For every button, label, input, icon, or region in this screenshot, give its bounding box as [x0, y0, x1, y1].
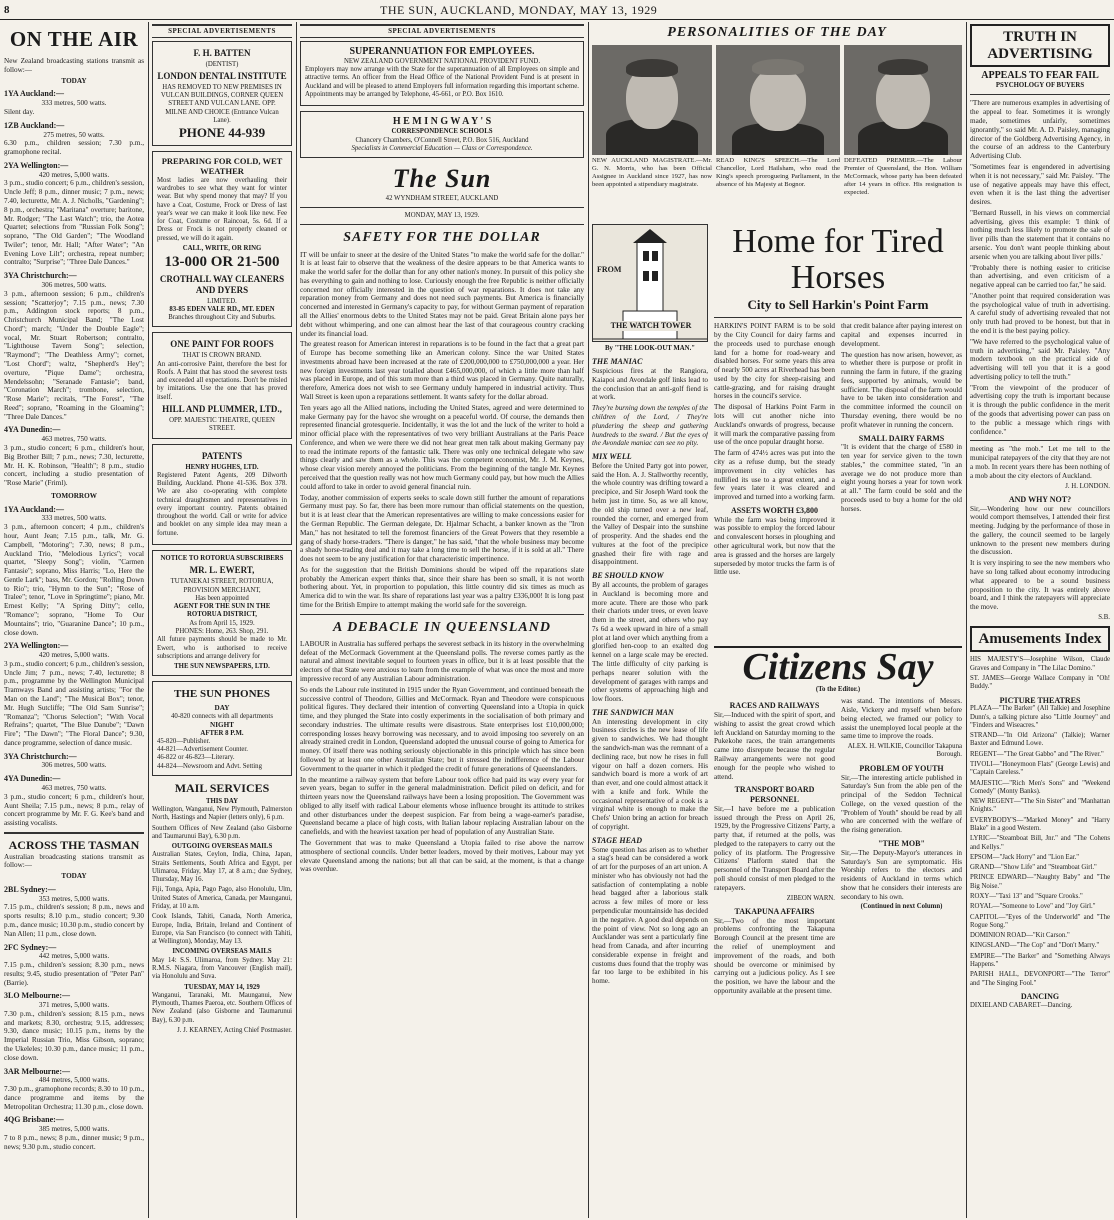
- wt-heading: MIX WELL: [592, 452, 632, 462]
- editorial-paragraph: Today, another commission of experts seeks to scale down still further the amount of reparations Germany must pay. So far, there has been more rumour than official statements on the question, but it is at least clear that the American representatives are willing to make concessions easier for the German Republic. The German delegate, Dr. Hjalmar Schacht, a banker known as the "Iron Man," has not hesitated to tell the foremost financiers of the Great Powers that they resemble a gang of shady horse-traders. "There is danger," he has said, "that the whole business may become a shady horse-trading deal and it may take a long time to sell the horse, if it is sold at all." There does not seem to be any justification for that characteristic impertinence.: [300, 493, 584, 564]
- caption-mccormack: DEFEATED PREMIER.—The Labour Premier of Queensland, the Hon. William McCormack, whose party has been defeated after 14 years in office. His resignation is expected.: [844, 157, 962, 197]
- mail-text: Australian States, Ceylon, India, China, Japan, Straits Settlements, South Africa and Egypt, per Ulimaroa, Friday, May 17, at 8 a.m.; due Sydney, Thursday, May 16.: [152, 851, 292, 884]
- station-power: 420 metres, 5,000 watts.: [38, 170, 110, 179]
- cleaners-ad: [152, 151, 292, 327]
- rotorua-notice: [152, 550, 292, 676]
- phones-day: DAY: [214, 703, 230, 712]
- horses-paragraph: The question has now arisen, however, as to whether there is purpose or profit in running the farm in future, if the grazing fees, supported by animals, would be sufficient. The disposal of the farm would have to be taken into consideration and the committee informed the council on Thursday evening, there would be no profit whatever in running the concern.: [841, 350, 962, 429]
- amusement-item: GRAND—"Show Life" and "Steamboat Girl.": [970, 864, 1097, 872]
- station-text: 3 p.m., studio concert; 6 p.m., children's hour, Big Brother Bill; 7 p.m., news; 7.30, lecturette, Mr. H. K. Robinson, "Health"; 8 p.m., studio concert, including a studio presentation of "Rose Marie" (Friml).: [4, 443, 144, 488]
- horses-paragraph: While the farm was being improved it was possible to employ the forced labour and convalescent horses in ploughing and other agricultural work, but now that the area is grassed and the horses are largely superseded by motor trucks the farm is of little use.: [714, 515, 835, 577]
- station-text: 7 to 8 p.m., news; 8 p.m., dinner music; 9 p.m., news; 9.30 p.m., studio concert.: [4, 1134, 144, 1151]
- amusement-item: DOMINION ROAD—"Kit Carson.": [970, 932, 1070, 940]
- portrait-photo: [844, 45, 962, 155]
- ewert-sign: THE SUN NEWSPAPERS, LTD.: [174, 663, 270, 671]
- roof-text: An anti-corrosive Paint, therefore the best for Roofs. A Paint that has stood the severest tests and exceeded all expectations. Don't be misled by imitations. Use the one that has proved itself.: [157, 360, 287, 401]
- truth-paragraph: "Probably there is nothing easier to criticise than advertising, and even criticism of a negative appeal can be carried too far," he said.: [970, 263, 1110, 290]
- ewert-phones: PHONES: Home, 263. Shop, 291.: [175, 627, 269, 635]
- station-heading: 4YA Dunedin:—: [4, 774, 61, 784]
- personalities-row: [592, 45, 962, 223]
- debacle-paragraph: The Government that was to make Queensland a Utopia failed to rise above the narrow atmosphere of sectional councils. Under better leaders, moved by their motives, Labour may yet elevate Queensland among the nations; but all that can be said, at the moment, is that a change was overdue.: [300, 839, 584, 874]
- wt-paragraph: Suspicious fires at the Rangiora, Kaiapoi and Avondale golf links lead to the conclusion that an anti-golf fiend is at work.: [592, 367, 708, 402]
- letter-text: Sir,—The Deputy-Mayor's utterances in Saturday's Sun are symptomatic. His Worship refers to the electors and residents of Auckland in terms which show that he considers their interests are secondary to his own.: [841, 848, 962, 901]
- hem-title: H E M I N G W A Y ' S: [392, 116, 492, 128]
- tower-sign: FROM: [597, 265, 622, 274]
- station-power: 306 metres, 500 watts.: [41, 280, 107, 289]
- editorial-paragraph: As for the suggestion that the British Dominions should be wiped off the reparations slate probably the American expert thinks that, since their share has been so small, it is not worth bothering about. Yet, in proportion to population, this little country did six times as much as America did to win the war. Its share of reparations last year was a paltry £336,000! It is long past time for the British Empire to attempt making the world safe for the sovereign.: [300, 565, 584, 609]
- horses-col-b: [841, 322, 962, 579]
- phone-line: 46-822 or 46-823—Literary.: [157, 754, 235, 762]
- amusement-item: MAJESTIC—"Rich Men's Sons" and "Weekend Comedy" (Monty Banks).: [970, 779, 1110, 795]
- batten-sub: (DENTIST): [205, 60, 239, 68]
- special-ads-label: SPECIAL ADVERTISEMENTS: [300, 24, 584, 38]
- amusement-item: REGENT—"The Great Gabbo" and "The River.": [970, 750, 1104, 758]
- column-rule: [966, 22, 967, 1218]
- phones-title: THE SUN PHONES: [174, 688, 270, 701]
- station-text: 3 p.m., afternoon session; 6 p.m., children's session; "Scatterjoy"; 7.15 p.m., news; 7.30 p.m., Addington stock reports; 8 p.m., Christchurch Municipal Band; "The Lost Chord"; march; "Under the Double Eagle"; vocal, Mr. Stuart Robertson; contralto, "Lighthouse Tavern Song"; selection, "Raymond"; "The Deathless Army"; cornet, "Lost Chord"; waltz, "Shepherd's Hey"; overture, "Pique Dame"; orchestra, Mendelssohn; "Seranade Fantasie"; band, "Coronation March"; trombone, selection, "Rose Marie"; recitals, "The Forest", "The Reed"; soprano, "Roaming in the Gloaming"; "Three Dale Dances.": [4, 289, 144, 421]
- super-text: Employers may now arrange with the State for the superannuation of all Employees on simple and attractive terms. An officer from the Head Office of the National Provident Fund is at present in Auckland and will be pleased to attend Employers full information regarding this important scheme. Appointments may be arranged by Telephone, 45-661, or P.O. Box 1610.: [305, 66, 579, 98]
- divider: [300, 207, 584, 208]
- sun-logo: The Sun: [392, 164, 492, 194]
- masthead: THE SUN, AUCKLAND, MONDAY, MAY 13, 1929: [380, 3, 658, 17]
- divider: [300, 614, 584, 615]
- special-ads-label: SPECIAL ADVERTISEMENTS: [152, 24, 292, 38]
- right-column: [970, 24, 1110, 1216]
- divider: [970, 94, 1110, 95]
- truth-sub2: PSYCHOLOGY OF BUYERS: [995, 82, 1085, 90]
- letter-text: Sir,—Induced with the spirit of sport, and wishing to assist the great crowd which left Auckland on Saturday morning to the Pukekohe races, the train arrangements came into disrepute because the regular Railway arrangements were not good enough for the people who wished to attend.: [714, 711, 835, 781]
- truth-paragraph: "Another point that required consideration was the psychological value of truth in advertising. A careful study of advertising revealed that not only truth had proved to be honest, but that in the end it is the best paying policy.: [970, 291, 1110, 335]
- watch-tower-illustration: [592, 224, 708, 342]
- amusement-item: HIS MAJESTY'S—Josephine Wilson, Claude Graves and Company in "The Lilac Domino.": [970, 656, 1110, 672]
- why-not-heading: AND WHY NOT?: [1008, 494, 1072, 504]
- horses-subhead: SMALL DAIRY FARMS: [858, 433, 945, 443]
- station-text: 7.30 p.m., children's session; 8.15 p.m., news and markets; 8.30, orchestra; 9.15, addresses; 9.30, dance music; 10.15 p.m., items by the Imperial Russian Trio, Miss Gibson, soprano; the Ukeleles; 10.30 p.m., dance music; 11 p.m., close down.: [4, 1009, 144, 1062]
- divider: [300, 224, 584, 225]
- caption-morris: NEW AUCKLAND MAGISTRATE.—Mr. G. N. Morris, who has been Official Assignee in Auckland since 1927, has now been appointed a stipendiary magistrate.: [592, 157, 712, 189]
- phone-line: 44-824—Newsroom and Advt. Setting: [157, 762, 262, 770]
- prep-title: PREPARING FOR COLD, WET WEATHER: [161, 156, 283, 177]
- roof-paint-ad: [152, 332, 292, 438]
- station-heading: 3LO Melbourne:—: [4, 991, 70, 1001]
- station-heading: 2YA Wellington:—: [4, 641, 69, 651]
- station-power: 420 metres, 5,000 watts.: [38, 651, 110, 660]
- truth-title: TRUTH IN ADVERTISING: [970, 24, 1110, 67]
- station-heading: 2FC Sydney:—: [4, 942, 57, 952]
- portrait-photo: [716, 45, 840, 155]
- horses-subhead: ASSETS WORTH £3,800: [731, 505, 818, 515]
- station-heading: 1YA Auckland:—: [4, 89, 64, 99]
- station-text: 7.15 p.m., children's session; 8 p.m., news and sports results; 8.10 p.m., studio concert; 9.30 p.m., dance music; 10.30 p.m., studio concert by Nan Allen; 11 p.m., close down.: [4, 903, 144, 938]
- horses-paragraph: that credit balance after paying interest on capital and expenses incurred in development.: [841, 322, 962, 348]
- amusement-item: DIXIELAND CABARET—Dancing.: [970, 1001, 1073, 1009]
- amusement-item: KINGSLAND—"The Cop" and "Don't Marry.": [970, 942, 1100, 950]
- letter-text: Sir,—I have before me a publication issued through the Press on April 26, 1929, by the Progressive Citizens' Party, a party that, if returned at the polls, was pledged to the ratepayers to carry out the policy of its platform. The Progressive Citizens' Platform stated that the personnel of the Transport Board after the poll should consist of men pledged to the ratepayers.: [714, 804, 836, 892]
- wt-paragraph: An interesting development in city business circles is the new lease of life given to sandwiches. We had thought the sandwich-man was the remnant of a declining race, but now he rises in full vigour on half a dozen corners. His sandwich board is more a work of art than ever, and one could almost attack it with a knife and fork. While the occasional representative of a cook is a virginal white is enough to make the Chefs' Union bring an action for breach of copyright.: [592, 717, 708, 831]
- truth-paragraph: "There are numerous examples in advertising of the appeal to fear. Sometimes it is wrongly made, sometimes unfairly, sometimes ignorantly," so said Mr. A. D. Paisley, managing director of the Goldberg Advertising Agency, in the course of an address to the Canterbury Advertising Club.: [970, 99, 1110, 161]
- station-power: 306 metres, 500 watts.: [41, 761, 107, 770]
- wt-heading: THE MANIAC: [592, 357, 643, 367]
- portrait-mccormack: [844, 45, 962, 197]
- debacle-title: A DEBACLE IN QUEENSLAND: [333, 619, 551, 635]
- patents-text: Registered Patent Agents, 209 Dilworth Building, Auckland. Phone 41-536. Box 378. We are also co-operating with complete technical draughtsmen and representatives in every important country. Patents obtained throughout the world. Call or write for advice and booklet on any simple idea may mean a fortune.: [157, 471, 287, 537]
- amusement-item: TIVOLI—"Honeymoon Flats" (George Lewis) and "Captain Careless.": [970, 761, 1110, 777]
- truth-paragraph: "Sometimes fear is engendered in advertising when it is not necessary," said Mr. Paisley. "The use of negative appeals may have this effect, even when it is the last thing the advertiser desires.: [970, 162, 1110, 207]
- hem-addr: Chancery Chambers, O'Connell Street, P.O. Box 516, Auckland: [355, 136, 529, 144]
- station-heading: 1ZB Auckland:—: [4, 120, 65, 130]
- today-heading: TODAY: [61, 76, 87, 85]
- batten-name: F. H. BATTEN: [193, 47, 251, 58]
- horses-article: [714, 222, 962, 642]
- batten-phone: PHONE 44-939: [178, 125, 266, 141]
- horses-paragraph: The disposal of Harkins Point Farm in lots will cut another niche into Auckland's onwards of progress, because it will mark the comparative passing from use of the once popular draught horse.: [714, 403, 835, 447]
- divider: [714, 317, 962, 318]
- letter-sign: J. H. LONDON.: [1065, 482, 1110, 490]
- amusement-item: CAPITOL—"Eyes of the Underworld" and "The Rogue Song.": [970, 913, 1110, 929]
- amusement-item: ROYAL—"Someone to Love" and "Joy Girl.": [970, 903, 1096, 911]
- continued-note: (Continued in next Column): [860, 903, 943, 911]
- tomorrow-heading: TOMORROW: [51, 491, 97, 500]
- letter-sign: ALEX. H. WILKIE, Councillor Takapuna Borough.: [847, 743, 962, 759]
- phone-line: 44-821—Advertisement Counter.: [157, 746, 248, 754]
- pictures-heading: PICTURE THEATRES: [999, 695, 1081, 705]
- crothall-ltd: LIMITED.: [207, 297, 237, 305]
- letter-heading: TAKAPUNA AFFAIRS: [734, 906, 815, 916]
- mail-incoming: INCOMING OVERSEAS MAILS: [172, 948, 272, 956]
- watch-tower: [592, 222, 708, 1216]
- crothall-name: CROTHALL WAY CLEANERS AND DYERS: [159, 273, 285, 295]
- amusement-item: ROXY—"Taxi 13" and "Square Crooks.": [970, 892, 1083, 900]
- advertisements-column: [152, 24, 292, 1216]
- across-tasman-title: ACROSS THE TASMAN: [8, 837, 140, 852]
- amusement-item: PARISH HALL, DEVONPORT—"The Terror" and "The Singing Fool.": [970, 971, 1110, 987]
- amusement-item: PRINCE EDWARD—"Naughty Baby" and "The Big Noise.": [970, 874, 1110, 890]
- sun-phones: [152, 681, 292, 776]
- radio-column: [4, 24, 144, 1216]
- mail-sign: J. J. KEARNEY, Acting Chief Postmaster.: [177, 1026, 292, 1034]
- wt-paragraph: Before the United Party got into power, said the Hon. A. J. Stallworthy recently, the whole country was drifting toward a precipice, and Sir Joseph Ward took the helm just in time. So, as we all know, the old ship turned over a new leaf, rounded the corner, and emerged from the Valley of Despair into the sunshine of prosperity. And the shades end the vultures at the foot of the precipice gnashed their fire with rage and disappointment.: [592, 461, 708, 567]
- hem-sub: CORRESPONDENCE SCHOOLS: [391, 128, 493, 136]
- citizens-col-a: [714, 697, 835, 997]
- page-header: [0, 0, 1114, 20]
- mail-out: OUTGOING OVERSEAS MAILS: [171, 843, 273, 851]
- station-power: 333 metres, 500 watts.: [41, 99, 107, 108]
- horses-paragraph: "It is evident that the charge of £580 in ten year for service given to the town stables," the committee stated, "in an average we do not produce more than eight young horses a year for town work at all." The farm could be sold and the proceeds used to buy a home for the old horses.: [841, 443, 962, 513]
- superannuation-ad: [300, 41, 584, 107]
- mail-text: Wellington, Wanganui, New Plymouth, Palmerston North, Hastings and Napier (letters only), 6 p.m.: [152, 805, 292, 822]
- phones-after: AFTER 8 P.M.: [200, 729, 244, 737]
- super-title: SUPERANNUATION FOR EMPLOYEES.: [349, 45, 535, 57]
- mail-text: May 14: S.S. Ulimaroa, from Sydney. May 21: R.M.S. Niagara, from Vancouver (English mail), via Honolulu and Suva.: [152, 956, 292, 981]
- watchtower-byline: By "THE LOOK-OUT MAN.": [604, 345, 696, 352]
- station-power: 484 metres, 5,000 watts.: [38, 1076, 110, 1085]
- patents-name: HENRY HUGHES, LTD.: [185, 463, 259, 471]
- sun-addr: 42 WYNDHAM STREET, AUCKLAND: [385, 194, 499, 202]
- station-text: 6.30 p.m., children session; 7.30 p.m., gramophone recital.: [4, 139, 144, 157]
- citizens-title: Citizens Say: [742, 646, 934, 688]
- horses-paragraph: The farm of 474½ acres was put into the city as a refuse dump, but the steady improvement in city vehicles has nullified its use to a great extent, and a few years later it was cleared and improved and turned into a working farm.: [714, 449, 835, 502]
- wt-heading: STAGE HEAD: [592, 835, 643, 845]
- horses-col-a: [714, 322, 835, 579]
- station-heading: 3AR Melbourne:—: [4, 1066, 70, 1076]
- column-rule: [588, 22, 589, 1218]
- divider: [970, 440, 1110, 441]
- amusement-item: STRAND—"In Old Arizona" (Talkie); Warner Baxter and Edmund Lowe.: [970, 732, 1110, 748]
- horses-subtitle: City to Sell Harkin's Point Farm: [747, 297, 929, 313]
- ewert-agent: AGENT FOR THE SUN IN THE ROTORUA DISTRICT,: [173, 603, 271, 619]
- station-text: 7.15 p.m., children's session; 8.30 p.m., news results; 9.45, studio presentation of "Peter Pan" (Barrie).: [4, 961, 144, 987]
- station-power: 275 metres, 50 watts.: [43, 130, 105, 139]
- station-power: 463 metres, 750 watts.: [41, 435, 107, 444]
- crothall-branches: Branches throughout City and Suburbs.: [168, 314, 276, 322]
- letter-heading: "THE MOB": [878, 838, 925, 848]
- intro: New Zealand broadcasting stations transmit as follow:—: [4, 57, 144, 74]
- mail-text: Southern Offices of New Zealand (also Gisborne and Taumarunui Bay), 6.30 p.m.: [152, 824, 292, 840]
- hill-addr: OPP. MAJESTIC THEATRE, QUEEN STREET.: [169, 416, 275, 433]
- editorial-title: SAFETY FOR THE DOLLAR: [343, 230, 541, 246]
- portrait-photo: [592, 45, 712, 155]
- truth-paragraph: Sir,—Wondering how our new councillors would comport themselves, I attended their first meeting. Judging by the performance of those in the gallery, the council seemed to be largely unknown to the present new members during the discussion.: [970, 504, 1110, 557]
- super-sub: NEW ZEALAND GOVERNMENT NATIONAL PROVIDENT FUND.: [343, 57, 541, 65]
- letter-sign: ZIBEON WARN.: [786, 894, 835, 902]
- rotorua-title: NOTICE TO ROTORUA SUBSCRIBERS: [160, 555, 284, 563]
- station-text: 7.30 p.m., gramophone records; 8.30 to 10 p.m., dance programme and items by the Metropolitan Orchestra; 11.30 p.m., close down.: [4, 1085, 144, 1111]
- station-power: 463 metres, 750 watts.: [41, 783, 107, 792]
- horses-title: Home for Tired Horses: [732, 223, 944, 296]
- amusement-item: NEW REGENT—"The Sin Sister" and "Manhattan Knights.": [970, 798, 1110, 814]
- station-heading: 2BL Sydney:—: [4, 884, 56, 894]
- letter-text: Sir,—The interesting article published in Saturday's Sun from the able pen of the principal of the Seddon Technical College, on the vexed question of the "Problem of Youth" should be read by all who are concerned with the welfare of the rising generation.: [841, 773, 962, 835]
- roof-sub: THAT IS CROWN BRAND.: [182, 352, 262, 360]
- truth-paragraph: "From the viewpoint of the producer of advertising copy the truth is important because it is through the public confidence in the merit of the goods that advertising power can pass on to the public a message which rings with confidence.": [970, 383, 1110, 436]
- debacle-paragraph: LABOUR in Australia has suffered perhaps the severest setback in its history in the overwhelming defeat of the McCormack Government at the Queensland polls. The reverse comes partly as the natural and almost inevitable sequel to fourteen years in office, but it is at least possible that the electors of that State were anxious to learn from the example of what was once the most and more impressive record of any Australian Labour administration.: [300, 639, 584, 683]
- on-the-air-title: ON THE AIR: [9, 27, 139, 51]
- ewert-been: Has been appointed: [195, 594, 249, 602]
- amusement-item: PLAZA—"The Barker" (All Talkie) and Josephine Dunn's, a talking picture also "Little Journey" and "Finders and Wiseacres.": [970, 705, 1110, 729]
- mail-tuesday: TUESDAY, MAY 14, 1929: [184, 983, 260, 991]
- station-heading: 4YA Dunedin:—: [4, 425, 61, 435]
- ewert-from: As from April 15, 1929.: [189, 619, 255, 627]
- citizens-body: [714, 697, 962, 997]
- batten-ad: [152, 41, 292, 146]
- ewert-name: MR. L. EWERT,: [189, 565, 255, 576]
- station-text: 3 p.m., studio concert; 6 p.m., children's session, Uncle Jim; 7 p.m., news; 7.40, lecturette; 8 p.m., programme by the Wellington Municipal Tramways Band and assisting artists; "For the Man on the Land"; "The Musical Box"; tenor, Mr. Hugh Sutcliffe; "The Old Sam Sunrise"; "Romanza"; "Chorus Selection"; "With Vocal Refrains"; quartet, "The Blue Danube"; "Dawn Fire"; "The Dawn"; "The Floral Dance"; 9.30, dance programme, selection of dance music.: [4, 659, 144, 747]
- portrait-morris: [592, 45, 712, 189]
- page-number: 8: [4, 4, 10, 16]
- wt-paragraph: Some question has arisen as to whether a stag's head can be considered a work of art for the purposes of an art union. A minister who has obviously not had the satisfaction of contemplating a noble head bagged after a laborious stalk across a few miles of more or less perpendicular mountainside has decided in the negative. A good deal depends on the point of view. Not so long ago an Aucklander was sent a particularly fine head from Canada, and after incurring considerable expense in freight and customs dues found that the trophy was far too large to be exhibited in his home.: [592, 845, 708, 986]
- dancing-heading: DANCING: [1020, 991, 1060, 1001]
- letter-heading: RACES AND RAILWAYS: [729, 701, 820, 711]
- station-heading: 3YA Christchurch:—: [4, 271, 77, 281]
- prep-text: Most ladies are now overhauling their wardrobes to see what they want for winter wear. But why spend money that may? If you have a Coat, Costume, Frock or Dress of last year's wear we can make it look like new. Fee for Coat, Costume or Raincoat, 5s. 6d. If a Dress or Frock is not properly cleaned or pressed, we will do it again.: [157, 176, 287, 242]
- tower-sign: THE WATCH TOWER: [595, 321, 707, 331]
- debacle-paragraph: In the meantime a railway system that before Labour took office had paid its way every year for seven years, began to suffer in the general maladministration. Deficit piled on deficit, and for thirteen years now the Queensland railways have been a losing proposition. The Government was obliged to ally itself with radical Labour elements whose influence brought its attitude to strikes and other disturbances under the deepest suspicion. Far from being a wage-earner's paradise, Queensland became a place of high costs, with Italian labour replacing Australian labour on the canefields, and with the heaviest taxation per head of population of any Australian State.: [300, 775, 584, 837]
- phone-line: 45-820—Publisher.: [157, 737, 211, 745]
- ewert-addr: TUTANEKAI STREET, ROTORUA, PROVISION MERCHANT,: [170, 578, 274, 594]
- letter-heading: TRANSPORT BOARD PERSONNEL: [734, 785, 815, 805]
- citizens-say: [714, 646, 962, 1216]
- horses-body: [714, 322, 962, 579]
- sun-date: MONDAY, MAY 13, 1929.: [404, 212, 480, 220]
- phones-day-text: 40-820 connects with all departments: [171, 712, 273, 720]
- patents-ad: [152, 444, 292, 546]
- editorial-paragraph: IT will be unfair to sneer at the desire of the United States "to make the world safe for the dollar." It is at least fair to observe that the weakness of the desire appears to be that America wants to make the world safer for the dollar than for any other nation's money. In pursuit of this policy she has everything to gain and nothing to lose. Curiously enough the free Republic is neither officially concerned nor officially interested in the question of war reparations. It does not take any reparation money from Germany and does not need such payments. But America is financially concerned and interested in Germany's capacity to pay, for without German payment of reparation all the Allies' enormous debts to the United States may not be paid. Great Britain alone pays her debt without whimpering, and one can almost hear the last of that courageous country cracking under its financial load.: [300, 250, 584, 338]
- ewert-text: All future payments should be made to Mr. Ewert, who is authorised to receive subscriptions and arrange delivery for: [157, 636, 287, 660]
- truth-paragraph: "Bernard Russell, in his views on commercial advertising, gives this example: 'I think of nothing much less likely to promote the sale of liver pills than the statement that it contains no arsenic. You don't want people thinking about arsenic when you are talking about liver pills.': [970, 208, 1110, 261]
- station-text: 3 p.m., studio concert; 6 p.m., children's session, Uncle Jeff; 8 p.m., dinner music; 7 p.m., news; 7.40, lecturette, Mr. A. J. Nicholls, "Gardening"; 8 p.m., orchestra; "Maritana" overture; baritone, Mr. Rodger; "The Last Watch"; trio, the Aotea Quartet; selections from "Russian Folk Song"; soprano, "The Old Garden"; "The Woodland Twiler"; tenor, Mr. Hall; "After Water"; "An Evening Love Lilt"; orchestra, repeat number; contralto; "Surprise"; "Three Dale Dances.": [4, 179, 144, 267]
- letter-heading: PROBLEM OF YOUTH: [859, 763, 944, 773]
- truth-paragraph: meeting as "the mob." Let me tell to the municipal ratepayers of the city that they are not a mob. In recent years there has been nothing of a mob about the city electors of Auckland.: [970, 445, 1110, 480]
- batten-text: HAS REMOVED TO NEW PREMISES IN VULCAN BUILDINGS, CORNER QUEEN STREET AND VULCAN LANE. OPP. MILNE AND CHOICE (Entrance Vulcan Lane).: [160, 83, 284, 124]
- mail-services: [152, 781, 292, 1035]
- phones-night: NIGHT: [210, 720, 234, 729]
- editorial-paragraph: The greatest reason for American interest in reparations is to be found in the fact that a great part of Europe has become something like an American colony. Since the war United States investments abroad have been increased at the rate of £200,000,000 to £750,000,000 a year. Her new foreign investments last year totalled about £465,000,000, of which a little more than half was placed in Europe, and of this sum more than a third was placed in Germany. Quite naturally, therefore, America does not wish to see Germany unduly hampered in industrial activity. Thus Wall Street is keen upon a reparations settlement. It wants safety for the dollar abroad.: [300, 340, 584, 402]
- column-rule: [148, 22, 149, 1218]
- station-power: 353 metres, 5,000 watts.: [38, 894, 110, 903]
- portrait-hailsham: [716, 45, 840, 189]
- station-text: Silent day.: [4, 107, 35, 116]
- truth-paragraph: "We have referred to the psychological value of truth in advertising," said Mr. Paisley. "Any modern textbook on the practical side of advertising will tell you that it is a good advertising policy to tell the truth.": [970, 337, 1110, 381]
- truth-sub: APPEALS TO FEAR FAIL: [981, 70, 1099, 81]
- wt-poem: They're burning down the temples of the children of the Lord, / They're plundering the sheep and gathering hundreds to the sward. / But the eyes of the Avondale maniac can see no pity.: [592, 404, 708, 448]
- station-text: 3 p.m., afternoon concert; 4 p.m., children's hour, Aunt Jean; 7.15 p.m., talk, Mr. G. Campbell, "Motoring"; 7.30, news; 8 p.m., Auckland Trio, "Melodious Lyrics"; vocal quartet, "Sleepy Song"; violin, "Carmen Fantasie"; soprano, Miss Harris; "Lo, Here the Gentle Lark"; bass, Mr. Gordon; "Rolling Down to Rio"; trio, "Hymn to the Sun"; "Rose of Tralee"; tenor, "Love in Springtime"; piano, Mr. Ernest Kelly; "A Spring Ditty"; cello, "Romance"; soprano, "Home To Our Mountains"; trio, "Guaranine Dance"; 10 p.m., close down.: [4, 523, 144, 637]
- station-power: 333 metres, 500 watts.: [41, 514, 107, 523]
- hemingway-ad: [300, 111, 584, 158]
- amusements-title: Amusements Index: [970, 626, 1110, 652]
- patents-title: PATENTS: [201, 450, 243, 461]
- mail-text: Cook Islands, Tahiti, Canada, North America, Europe, India, Britain, Ireland and Continent of Europe, via San Francisco (to connect with Tahiti, at Wellington), Monday, May 13.: [152, 913, 292, 946]
- debacle-paragraph: So ends the Labour rule instituted in 1915 under the Ryan Government, and continued beneath the successive control of Theodore, Gillies and McCormack. Ryan and Theodore were conspicuous political figures. They declared their intention of converting Queensland into a Utopia in quick time, and they plunged the State into costly experiments in the socialisation of both primary and secondary industries. The ultimate results were disastrous. State enterprises lost £10,000,000; corresponding losses heavy borrowing was necessary, and to avoid imposing too severely on an already strained credit in London, Queensland adopted the unusual course of going to America for money. Of itself there was nothing seriously objectionable in this principle which has since been followed by at least one other Australian State; but it stressed the indifference of the Labour Government to the quarter in which it pledged the credit of future generations of Queenslanders.: [300, 685, 584, 773]
- column-rule: [296, 22, 297, 1218]
- mail-text: Fiji, Tonga, Apia, Pago Pago, also Honolulu, Ulm, United States of America, Canada, per Maunganui, Friday, at 10 a.m.: [152, 886, 292, 911]
- citizens-col-b: [841, 697, 962, 997]
- divider: [4, 832, 144, 834]
- editorial-paragraph: Ten years ago all the Allied nations, including the United States, agreed and were determined to make Germany pay for the havoc she wrought on a peaceful world. Of course, the demands then represented financial grotesquerie. Incidentally, it was the lot and the luck of the writer to hold a minor official place with the representatives of two very brilliant Australians at the Paris Peace Conference, and when we were there we did not hear great men talk about making Germany pay to read the intimate reports of the fantastic talk. There was only one technical delegate who saw things clearly and saw them as a whole. This was the competent economist, Mr. J. M. Keynes, whose clear vision merely annoyed the politicians. From the beginning of the tangle Mr. Keynes perceived that the question really was not how much Germany could pay, but how much the Allies could afford to take in order to avoid general financial ruin.: [300, 403, 584, 491]
- mail-title: MAIL SERVICES: [174, 781, 270, 796]
- amusement-item: LYRIC—"Steamboat Bill, Jnr." and "The Cohens and Kellys.": [970, 835, 1110, 851]
- station-power: 442 metres, 5,000 watts.: [38, 952, 110, 961]
- crothall-addr: 83-85 EDEN VALE RD., MT. EDEN: [169, 305, 275, 313]
- station-power: 371 metres, 5,000 watts.: [38, 1001, 110, 1010]
- amusement-item: ST. JAMES—George Wallace Company in "Oh! Buddy.": [970, 675, 1110, 691]
- mail-text: Wanganui, Taranaki, Mt. Maunganui, New Plymouth, Thames Paeroa, etc. Southern Offices of New Zealand (also Gisborne and Taumarunui Bay), 6.30 p.m.: [152, 991, 292, 1024]
- features-column: [592, 24, 962, 1216]
- wt-heading: BE SHOULD KNOW: [592, 571, 664, 581]
- station-heading: 1YA Auckland:—: [4, 504, 64, 514]
- truth-paragraph: It is very inspiring to see the new members who have so long talked about economy introducing what appeared to be a sound business proposition to the city. It was entirely above board, and I think the ratepayers will appreciate the move.: [970, 559, 1110, 612]
- wt-paragraph: By all accounts, the problem of garages in Auckland is becoming more and more acute. There are those who park their chariots under trees, or even leave them in the street, and others who pay 7s 6d a week upward in hire of a small plot at land over which anything from a glorified hen-coop to an exalted dog kennel on a large scale may be erected. The little difficulty of city parking is perhaps nearer solution with the development of garages with ramps and other systems of approaching high and low floors.: [592, 580, 708, 704]
- amusement-item: EVERYBODY'S—"Marked Money" and "Harry Blake" in a good Western.: [970, 816, 1110, 833]
- prep-phones: 13-000 OR 21-500: [164, 254, 280, 271]
- station-heading: 3YA Christchurch:—: [4, 751, 77, 761]
- wt-heading: THE SANDWICH MAN: [592, 707, 674, 717]
- prep-call: CALL, WRITE, OR RING: [182, 244, 262, 252]
- station-power: 385 metres, 5,000 watts.: [38, 1125, 110, 1134]
- editorial-column: [300, 24, 584, 1216]
- personalities-title: PERSONALITIES OF THE DAY: [667, 25, 887, 40]
- amusement-item: EMPIRE—"The Barker" and "Something Always Happens.": [970, 952, 1110, 968]
- letter-text: Sir,—Two of the most important problems confronting the Takapuna Borough Council at the present time are the relief of unemployment and improvement of the roads, and both should be overcome or minimised by carrying out a judicious policy. As I see the position, we have the labour and the opportunity available at the present time.: [714, 916, 835, 995]
- across-today: TODAY: [61, 872, 87, 881]
- mail-day: THIS DAY: [205, 797, 239, 805]
- letter-sign: S.B.: [1098, 613, 1110, 621]
- citizens-sub: (To the Editor.): [815, 686, 861, 693]
- station-heading: 2YA Wellington:—: [4, 160, 69, 170]
- station-heading: 4QG Brisbane:—: [4, 1115, 64, 1125]
- hill-title: HILL AND PLUMMER, LTD.,: [162, 404, 282, 414]
- caption-hailsham: READ KING'S SPEECH.—The Lord Chancellor, Lord Hailsham, who read the King's speech prorogueing Parliament, in the absence of his Majesty at Bognor.: [716, 157, 840, 189]
- across-intro: Australian broadcasting stations transmit as follow:—: [4, 852, 144, 870]
- batten-firm: LONDON DENTAL INSTITUTE: [157, 70, 287, 81]
- roof-title: ONE PAINT FOR ROOFS: [170, 339, 274, 350]
- letter-text: was stand. The intentions of Messrs. Aisle, Vickery and myself when before being elected, we framed our policy to assist the unemployed local people at the same time to improve the roads.: [841, 697, 962, 741]
- hem-spec: Specialists in Commercial Education — Class or Correspondence.: [351, 144, 533, 152]
- horses-paragraph: HARKIN'S POINT FARM is to be sold by the City Council for dairy farms and the proceeds used to purchase enough land for a home for road-weary and disabled horses. For some years this area of nearly 500 acres at Riverhead has been used by the city for sheep-raising and cattle-grazing, and for raising draught horses in the council's service.: [714, 322, 835, 401]
- amusement-item: EPSOM—"Jack Horry" and "Lion Ear.": [970, 853, 1080, 861]
- station-text: 3 p.m., studio concert; 6 p.m., children's hour, Aunt Sheila; 7.15 p.m., news; 8 p.m., relay of concert programme by Mr. F. G. Kee's band and assisting vocalists.: [4, 792, 144, 828]
